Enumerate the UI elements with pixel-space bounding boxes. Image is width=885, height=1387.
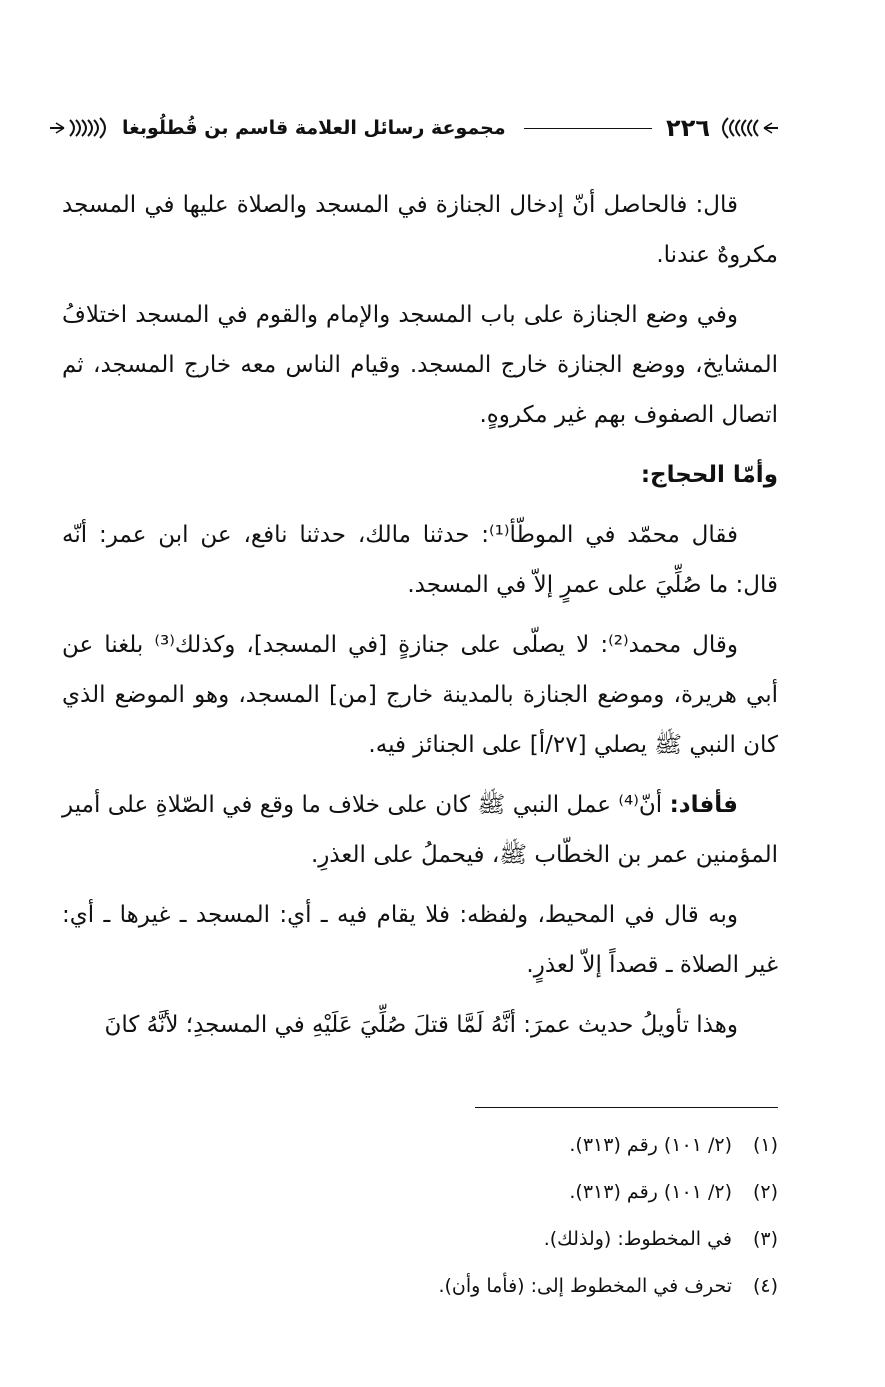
lead-word: فأفاد: <box>669 792 738 818</box>
paragraph-6 <box>62 780 778 880</box>
paragraph-8-text: وهذا تأويلُ حديث عمرَ: أنَّهُ لَمَّا قتلَ صُلِّيَ عَلَيْهِ في المسجدِ؛ لأنَّهُ كانَ <box>104 1012 738 1038</box>
paragraph-7 <box>62 890 778 990</box>
footnote-separator <box>475 1107 778 1108</box>
page-number: ٢٢٦ <box>666 114 710 142</box>
main-text <box>62 180 778 1060</box>
footnote-text: في المخطوط: (ولذلك). <box>543 1228 732 1250</box>
footnote-2 <box>62 1169 778 1216</box>
header-rule <box>524 128 652 129</box>
paragraph-6-text: فأفاد: أنّ⁽⁴⁾ عمل النبي ﷺ كان على خلاف ما وقع في الصّلاةِ على أمير المؤمنين عمر بن الخطّاب ﷺ، فيحملُ على العذرِ. <box>62 792 778 868</box>
paragraph-4 <box>62 510 778 610</box>
paragraph-7-text: وبه قال في المحيط، ولفظه: فلا يقام فيه ـ أي: المسجد ـ غيرها ـ أي: غير الصلاة ـ قصداً إلاّ لعذرٍ. <box>62 902 778 978</box>
section-heading-text: وأمّا الحجاج: <box>640 462 778 488</box>
header-title: مجموعة رسائل العلامة قاسم بن قُطلُوبغا <box>122 117 506 139</box>
footnote-number: (١) <box>752 1134 778 1156</box>
paragraph-2 <box>62 290 778 440</box>
paragraph-4-text: فقال محمّد في الموطّأ⁽¹⁾: حدثنا مالك، حدثنا نافع، عن ابن عمر: أنّه قال: ما صُلِّيَ على عمرٍ إلاّ في المسجد. <box>62 522 778 598</box>
footnote-4 <box>62 1263 778 1310</box>
footnote-number: (٣) <box>752 1228 778 1250</box>
footnote-text: (٢/ ١٠١) رقم (٣١٣). <box>569 1181 732 1203</box>
footnote-3 <box>62 1216 778 1263</box>
section-heading <box>62 450 778 500</box>
running-header <box>50 108 778 148</box>
footnotes <box>62 1122 778 1310</box>
header-ornament-left-icon <box>50 116 112 140</box>
footnote-text: تحرف في المخطوط إلى: (فأما وأن). <box>438 1275 732 1297</box>
paragraph-8 <box>62 1000 778 1050</box>
paragraph-5-text: وقال محمد⁽²⁾: لا يصلّى على جنازةٍ [في المسجد]، وكذلك⁽³⁾ بلغنا عن أبي هريرة، وموضع الجنازة بالمدينة خارج [من] المسجد، وهو الموضع الذي كان النبي ﷺ يصلي [٢٧/أ] على الجنائز فيه. <box>62 632 778 758</box>
footnote-1 <box>62 1122 778 1169</box>
footnote-number: (٤) <box>752 1275 778 1297</box>
paragraph-5 <box>62 620 778 770</box>
footnote-text: (٢/ ١٠١) رقم (٣١٣). <box>569 1134 732 1156</box>
paragraph-2-text: وفي وضع الجنازة على باب المسجد والإمام والقوم في المسجد اختلافُ المشايخ، ووضع الجنازة خارج المسجد. وقيام الناس معه خارج المسجد، ثم اتصال الصفوف بهم غير مكروهٍ. <box>62 302 778 428</box>
paragraph-1-text: قال: فالحاصل أنّ إدخال الجنازة في المسجد والصلاة عليها في المسجد مكروهٌ عندنا. <box>62 192 778 268</box>
paragraph-1 <box>62 180 778 280</box>
footnote-number: (٢) <box>752 1181 778 1203</box>
header-ornament-right-icon <box>716 116 778 140</box>
